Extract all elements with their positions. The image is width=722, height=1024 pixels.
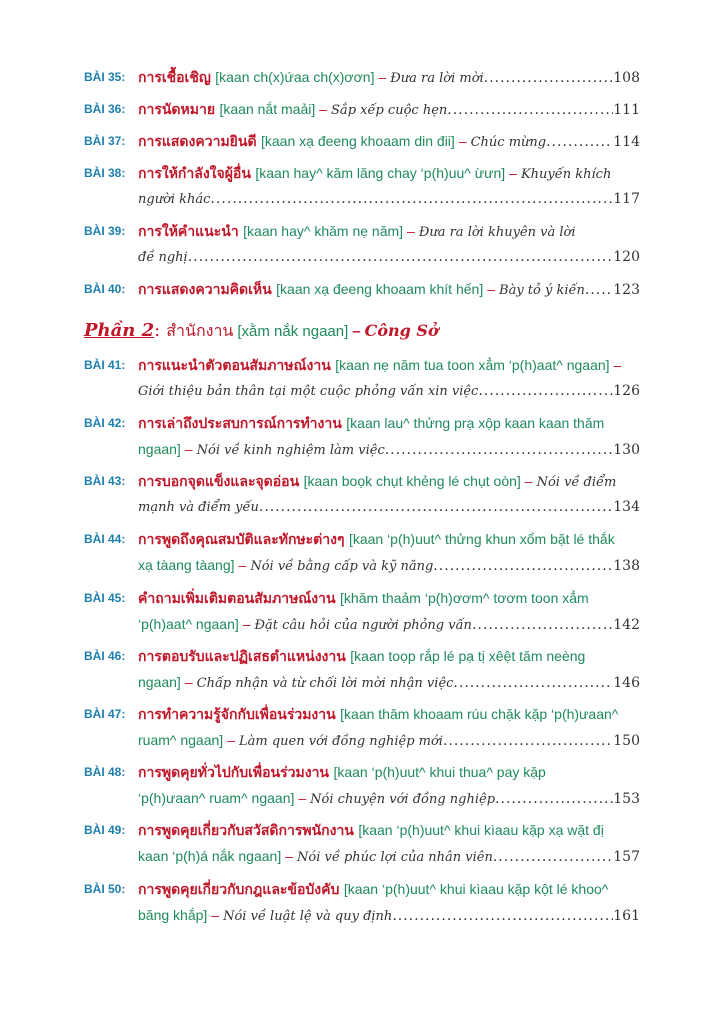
vietnamese-title: Làm quen với đồng nghiệp mới [238, 734, 443, 749]
lesson-number: BÀI 35: [84, 70, 126, 84]
thai-title: การเล่าถึงประสบการณ์การทำงาน [138, 416, 342, 432]
toc-line [138, 585, 640, 611]
dot-leader [210, 186, 613, 212]
thai-title: คำถามเพิ่มเติมตอนสัมภาษณ์งาน [138, 591, 336, 607]
romanization-cont: kaan ‘p(h)á nắk ngaan] [138, 848, 282, 864]
page-number: 114 [613, 134, 640, 150]
romanization: [kaan ‘p(h)uut^ thửng khun xổm bặt lé thắk [348, 531, 615, 547]
separator-dash: – [378, 69, 387, 85]
separator-dash: – [211, 907, 220, 923]
vietnamese-title: Nói về kinh nghiệm làm việc [196, 443, 385, 458]
lesson-number: BÀI 44: [84, 532, 126, 546]
dot-leader [493, 844, 613, 869]
section-dash: – [352, 323, 361, 340]
dot-leader [392, 903, 613, 928]
page-number: 108 [613, 70, 640, 86]
dot-leader [259, 494, 613, 520]
toc-line [138, 186, 640, 212]
page-number: 157 [613, 849, 640, 865]
romanization: [kaan ‘p(h)uut^ khui thua^ pay kặp [333, 764, 546, 780]
thai-title: การนัดหมาย [138, 102, 216, 118]
section-label: Phần 2 [84, 320, 155, 341]
romanization: [kaan lau^ thửng prạ xộp kaan kaan thăm [346, 415, 605, 431]
thai-title: การพูดคุยทั่วไปกับเพื่อนร่วมงาน [138, 765, 329, 781]
thai-title: การเชื้อเชิญ [138, 70, 211, 86]
dot-leader [546, 129, 613, 154]
separator-dash: – [285, 848, 294, 864]
thai-title: การทำความรู้จักกับเพื่อนร่วมงาน [138, 707, 336, 723]
romanization: [khăm thaảm ‘p(h)ơơm^ tơơm toon xẳm [340, 590, 589, 606]
dot-leader [443, 728, 613, 753]
lesson-number: BÀI 50: [84, 882, 126, 896]
dot-leader [433, 553, 613, 578]
toc-line [138, 876, 640, 902]
toc-line [138, 552, 640, 578]
page-number: 138 [613, 558, 640, 574]
vietnamese-title: Đặt câu hỏi của người phỏng vấn [254, 618, 472, 633]
romanization: [kaan ‘p(h)uut^ khui kìaau kặp xạ wặt đị [358, 822, 604, 838]
toc-line [138, 468, 640, 494]
thai-title: การแสดงความคิดเห็น [138, 282, 272, 298]
romanization: [kaan boọk chụt khẻng lé chụt oòn] [303, 473, 521, 489]
separator-dash: – [298, 790, 307, 806]
separator-dash: – [509, 165, 517, 181]
page-number: 111 [613, 102, 640, 118]
section-colon: : [154, 320, 161, 341]
vietnamese-title: Đưa ra lời mời [390, 71, 484, 86]
romanization-cont: ruam^ ngaan] [138, 732, 224, 748]
toc-line [138, 128, 640, 154]
lesson-number: BÀI 45: [84, 591, 126, 605]
dot-leader [484, 65, 614, 90]
vietnamese-title: Khuyến khích [520, 167, 612, 182]
romanization: [kaan ‘p(h)uut^ khui kìaau kặp kột lé khoo^ [343, 881, 609, 897]
dot-leader [472, 612, 613, 637]
lesson-number: BÀI 43: [84, 474, 126, 488]
page-number: 117 [613, 191, 640, 207]
vietnamese-title: Nói về điểm [536, 475, 617, 490]
dot-leader [447, 97, 613, 122]
romanization-cont: ‘p(h)ưaan^ ruam^ ngaan] [138, 790, 295, 806]
toc-line [138, 526, 640, 552]
vietnamese-title: Đưa ra lời khuyên và lời [418, 225, 576, 240]
toc-line [138, 218, 640, 244]
toc-line [138, 436, 640, 462]
section-romanization: [xằm nắk ngaan] [237, 323, 349, 340]
section-thai-title: สำนักงาน [166, 321, 234, 340]
toc-line [138, 96, 640, 122]
page-number: 134 [613, 499, 640, 515]
separator-dash: – [184, 674, 193, 690]
vietnamese-title-cont: mạnh và điểm yếu [138, 500, 259, 515]
vietnamese-title: Chúc mừng [470, 135, 547, 150]
separator-dash: – [613, 357, 622, 373]
romanization: [kaan hay^ kăm lăng chay ‘p(h)uu^ ừưn] [255, 165, 506, 181]
page-number: 153 [613, 791, 640, 807]
toc-line [138, 643, 640, 669]
toc-line [138, 785, 640, 811]
page-number: 161 [613, 908, 640, 924]
separator-dash: – [238, 557, 247, 573]
section-vietnamese-title: Công Sở [364, 321, 439, 340]
toc-line [138, 276, 640, 302]
thai-title: การพูดคุยเกี่ยวกับกฎและข้อบังคับ [138, 882, 340, 898]
toc-line [138, 64, 640, 90]
thai-title: การแสดงความยินดี [138, 134, 257, 150]
lesson-number: BÀI 39: [84, 224, 126, 238]
thai-title: การให้กำลังใจผู้อื่น [138, 166, 251, 182]
romanization-cont: băng khắp] [138, 907, 208, 923]
thai-title: การแนะนำตัวตอนสัมภาษณ์งาน [138, 358, 331, 374]
lesson-number: BÀI 38: [84, 166, 126, 180]
romanization: [kaan nắt maải] [219, 101, 316, 117]
lesson-number: BÀI 47: [84, 707, 126, 721]
lesson-number: BÀI 49: [84, 823, 126, 837]
vietnamese-title-cont: đề nghị [138, 250, 188, 265]
lesson-number: BÀI 41: [84, 358, 126, 372]
toc-line [138, 669, 640, 695]
vietnamese-title: Chấp nhận và từ chối lời mời nhận việc [196, 676, 454, 691]
thai-title: การตอบรับและปฏิเสธตำแหน่งงาน [138, 649, 346, 665]
separator-dash: – [524, 473, 533, 489]
toc-line [138, 611, 640, 637]
vietnamese-title: Nói về luật lệ và quy định [223, 909, 393, 924]
vietnamese-title: Nói về phúc lợi của nhân viên [297, 850, 493, 865]
vietnamese-title-cont: Giới thiệu bản thân tại một cuộc phỏng vấn xin việc [138, 384, 479, 399]
separator-dash: – [458, 133, 467, 149]
lesson-number: BÀI 42: [84, 416, 126, 430]
vietnamese-title: Nói về bằng cấp và kỹ năng [250, 559, 434, 574]
dot-leader [385, 437, 614, 462]
vietnamese-title: Nói chuyện với đồng nghiệp [310, 792, 496, 807]
lesson-number: BÀI 36: [84, 102, 126, 116]
vietnamese-title: Sắp xếp cuộc hẹn [331, 103, 448, 118]
dot-leader [478, 378, 613, 404]
page-number: 126 [613, 383, 640, 399]
romanization: [kaan xạ đeeng khoaam khít hến] [276, 281, 484, 297]
romanization: [kaan xạ đeeng khoaam din đii] [261, 133, 455, 149]
page-number: 120 [613, 249, 640, 265]
lesson-number: BÀI 37: [84, 134, 126, 148]
toc-line [138, 378, 640, 404]
dot-leader [585, 277, 613, 302]
page-number: 130 [613, 442, 640, 458]
lesson-number: BÀI 46: [84, 649, 126, 663]
toc-line [138, 160, 640, 186]
romanization-cont: ngaan] [138, 674, 181, 690]
romanization-cont: ‘p(h)aat^ ngaan] [138, 616, 239, 632]
romanization: [kaan nẹ năm tua toon xẳm ‘p(h)aat^ ngaan] [335, 357, 610, 373]
separator-dash: – [407, 223, 415, 239]
separator-dash: – [487, 281, 496, 297]
thai-title: การพูดถึงคุณสมบัติและทักษะต่างๆ [138, 532, 345, 548]
dot-leader [188, 244, 614, 270]
lesson-number: BÀI 40: [84, 282, 126, 296]
toc-line [138, 494, 640, 520]
toc-line [138, 244, 640, 270]
lesson-number: BÀI 48: [84, 765, 126, 779]
toc-line [138, 759, 640, 785]
toc-line [138, 410, 640, 436]
romanization: [kaan toọp rắp lé pạ tị xêệt tăm neèng [350, 648, 586, 664]
separator-dash: – [184, 441, 193, 457]
vietnamese-title-cont: người khác [138, 192, 211, 207]
thai-title: การพูดคุยเกี่ยวกับสวัสดิการพนักงาน [138, 823, 354, 839]
section-heading [84, 316, 640, 346]
romanization: [kaan ch(x)ứaa ch(x)ơơn] [215, 69, 375, 85]
dot-leader [453, 670, 613, 695]
toc-line [138, 701, 640, 727]
page-number: 123 [613, 282, 640, 298]
toc-line [138, 843, 640, 869]
romanization: [kaan hay^ khăm nẹ năm] [243, 223, 404, 239]
toc-line [138, 902, 640, 928]
romanization-cont: ngaan] [138, 441, 181, 457]
toc-line [138, 817, 640, 843]
page-number: 146 [613, 675, 640, 691]
romanization-cont: xạ tàang tàang] [138, 557, 235, 573]
dot-leader [495, 786, 613, 811]
page-number: 150 [613, 733, 640, 749]
toc-line [138, 727, 640, 753]
thai-title: การบอกจุดแข็งและจุดอ่อน [138, 474, 300, 490]
separator-dash: – [227, 732, 235, 748]
page-number: 142 [613, 617, 640, 633]
vietnamese-title: Bày tỏ ý kiến [499, 283, 585, 298]
separator-dash: – [319, 101, 328, 117]
separator-dash: – [242, 616, 251, 632]
thai-title: การให้คำแนะนำ [138, 224, 239, 240]
toc-line [138, 352, 640, 378]
romanization: [kaan thăm khoaam rúu chặk kặp ‘p(h)ưaan^ [340, 706, 619, 722]
